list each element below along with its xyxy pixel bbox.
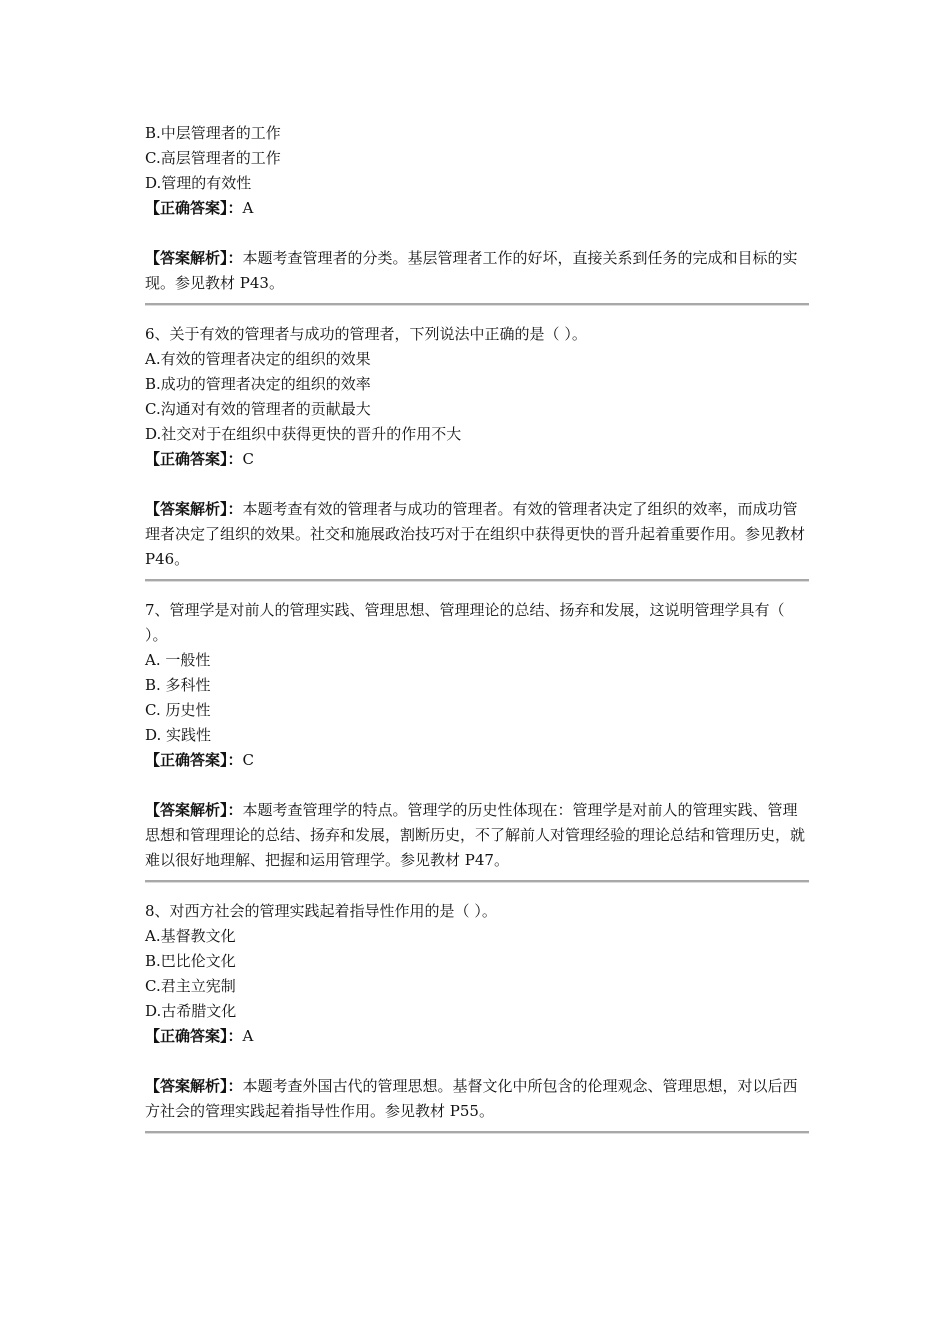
option: C.君主立宪制 — [145, 977, 236, 995]
option: A. 一般性 — [145, 651, 211, 669]
option: C.高层管理者的工作 — [145, 149, 281, 167]
correct-answer — [145, 1024, 809, 1049]
option: B.中层管理者的工作 — [145, 124, 281, 142]
answer-analysis — [145, 1074, 809, 1124]
answer-value: A — [242, 199, 254, 217]
divider — [145, 303, 809, 306]
option: C. 历史性 — [145, 701, 211, 719]
correct-answer — [145, 748, 809, 773]
answer-analysis — [145, 246, 809, 296]
question-block — [145, 598, 809, 883]
question-text: 6、关于有效的管理者与成功的管理者，下列说法中正确的是（ ）。 — [145, 325, 587, 343]
answer-label: 【正确答案】： — [145, 450, 243, 468]
option: C.沟通对有效的管理者的贡献最大 — [145, 400, 371, 418]
answer-value: A — [242, 1027, 254, 1045]
answer-analysis — [145, 798, 809, 873]
analysis-text: 本题考查管理学的特点。管理学的历史性体现在：管理学是对前人的管理实践、管理思想和管理理论的总结、扬弃和发展，割断历史，不了解前人对管理经验的理论总结和管理历史，就难以很好地理解、把握和运用管理学。参见教材 P47。 — [145, 801, 806, 869]
option: D. 实践性 — [145, 726, 212, 744]
option: B.成功的管理者决定的组织的效率 — [145, 375, 371, 393]
option: D.管理的有效性 — [145, 174, 252, 192]
question-block — [145, 899, 809, 1134]
question-text: 7、管理学是对前人的管理实践、管理思想、管理理论的总结、扬弃和发展，这说明管理学具有（ ）。 — [145, 601, 785, 644]
divider — [145, 579, 809, 582]
divider — [145, 880, 809, 883]
option: D.古希腊文化 — [145, 1002, 237, 1020]
analysis-label: 【答案解析】： — [145, 500, 243, 518]
analysis-label: 【答案解析】： — [145, 1077, 243, 1095]
analysis-text: 本题考查管理者的分类。基层管理者工作的好坏，直接关系到任务的完成和目标的实现。参见教材 P43。 — [145, 249, 798, 292]
answer-label: 【正确答案】： — [145, 199, 243, 217]
question-text: 8、对西方社会的管理实践起着指导性作用的是（ ）。 — [145, 902, 497, 920]
option: D.社交对于在组织中获得更快的晋升的作用不大 — [145, 425, 462, 443]
answer-value: C — [242, 450, 254, 468]
answer-value: C — [242, 751, 254, 769]
question-block — [145, 121, 809, 306]
option: B.巴比伦文化 — [145, 952, 236, 970]
analysis-text: 本题考查有效的管理者与成功的管理者。有效的管理者决定了组织的效率，而成功管理者决定了组织的效果。社交和施展政治技巧对于在组织中获得更快的晋升起着重要作用。参见教材 P46。 — [145, 500, 806, 568]
analysis-text: 本题考查外国古代的管理思想。基督文化中所包含的伦理观念、管理思想，对以后西方社会的管理实践起着指导性作用。参见教材 P55。 — [145, 1077, 798, 1120]
option: A.有效的管理者决定的组织的效果 — [145, 350, 371, 368]
question-block — [145, 322, 809, 582]
correct-answer — [145, 447, 809, 472]
answer-label: 【正确答案】： — [145, 1027, 243, 1045]
answer-label: 【正确答案】： — [145, 751, 243, 769]
analysis-label: 【答案解析】： — [145, 801, 243, 819]
divider — [145, 1131, 809, 1134]
document-body — [145, 121, 809, 1150]
analysis-label: 【答案解析】： — [145, 249, 243, 267]
correct-answer — [145, 196, 809, 221]
option: B. 多科性 — [145, 676, 211, 694]
option: A.基督教文化 — [145, 927, 236, 945]
answer-analysis — [145, 497, 809, 572]
